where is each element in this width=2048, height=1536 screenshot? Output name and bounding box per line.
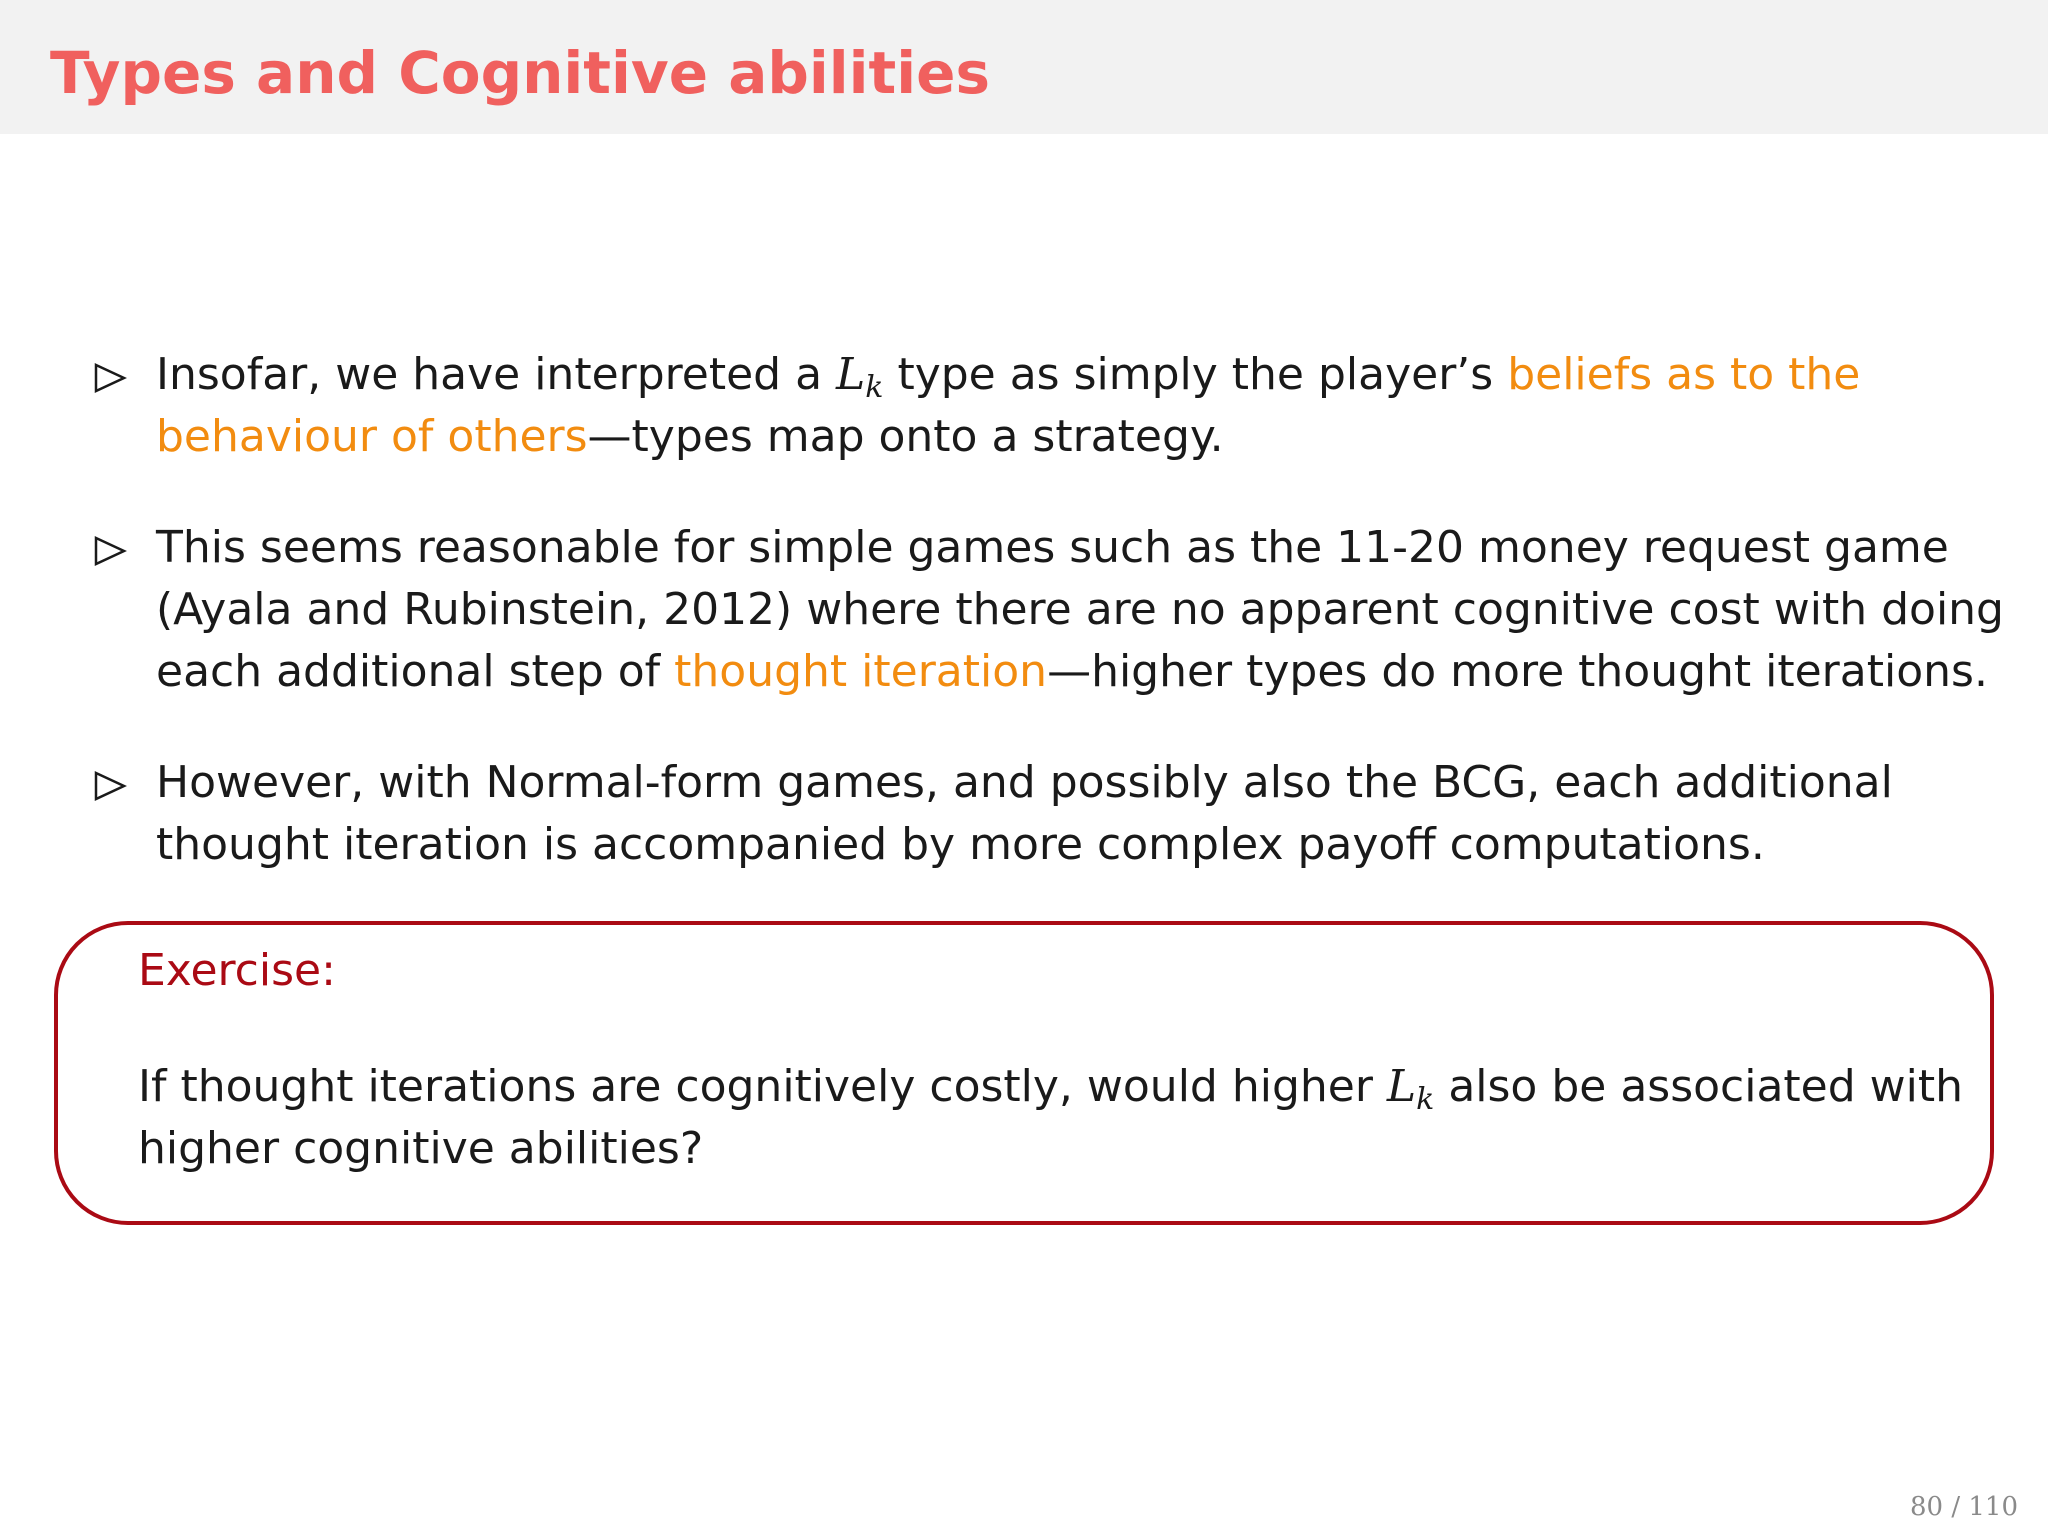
bullet-line: (Ayala and Rubinstein, 2012) where there are no apparent cognitive cost with doing (156, 584, 2004, 635)
exercise-heading: Exercise: (138, 945, 336, 996)
bullet-line (156, 406, 2036, 468)
exercise-line: higher cognitive abilities? (138, 1123, 704, 1174)
bullet-line: This seems reasonable for simple games such as the 11-20 money request game (156, 522, 1949, 573)
page-number: 80 / 110 (1910, 1492, 2018, 1522)
triangle-bullet-icon (92, 344, 128, 406)
bullet-line (156, 344, 2036, 406)
math-lk (836, 349, 884, 405)
math-lk (1386, 1061, 1435, 1117)
slide-title: Types and Cognitive abilities (50, 39, 991, 107)
bullet-line: However, with Normal-form games, and possibly also the BCG, each additional (156, 757, 1893, 808)
exercise-text-segment: also be associated with (1434, 1061, 1964, 1112)
bullet-text-segment: —types map onto a strategy. (587, 411, 1224, 462)
exercise-body (138, 1056, 1963, 1180)
triangle-bullet-icon (92, 752, 128, 814)
triangle-bullet-icon (92, 517, 128, 579)
exercise-text-segment: If thought iterations are cognitively costly, would higher (138, 1061, 1387, 1112)
bullet-text-segment: —higher types do more thought iterations. (1047, 646, 1988, 697)
math-base: L (1386, 1061, 1417, 1112)
highlighted-phrase: thought iteration (674, 646, 1048, 697)
bullet-line: thought iteration is accompanied by more complex payoff computations. (156, 819, 1765, 870)
exercise-line (138, 1056, 1963, 1118)
bullet-text-segment: each additional step of (156, 646, 675, 697)
math-subscript: k (865, 370, 884, 405)
math-subscript: k (1416, 1082, 1435, 1117)
highlighted-phrase: behaviour of others (156, 411, 588, 462)
bullet-text-segment: Insofar, we have interpreted a (156, 349, 837, 400)
math-base: L (836, 349, 866, 400)
bullet-text-segment: type as simply the player’s (883, 349, 1508, 400)
bullet-line (156, 641, 2036, 703)
highlighted-phrase: beliefs as to the (1507, 349, 1861, 400)
